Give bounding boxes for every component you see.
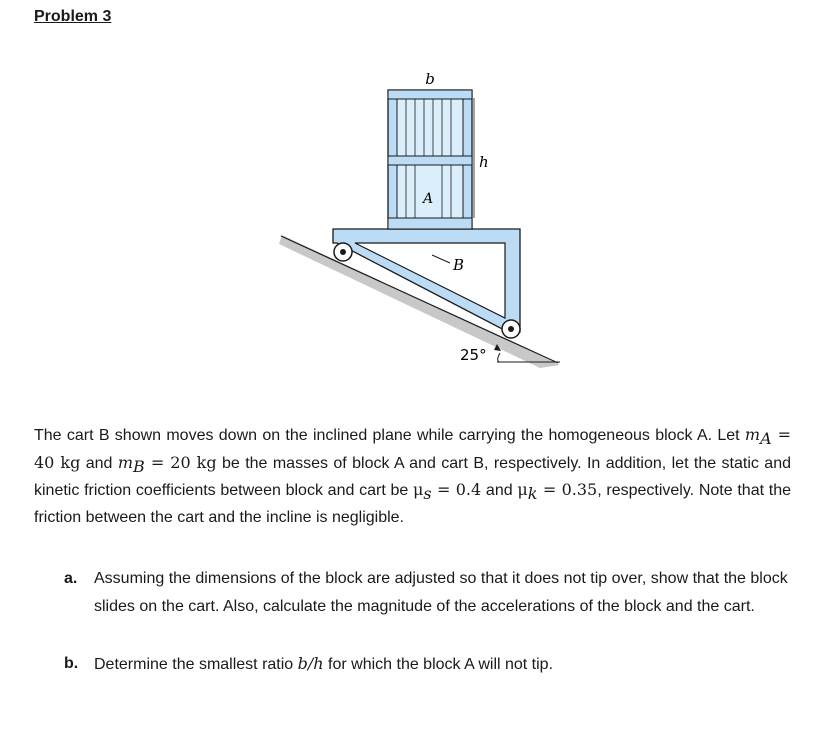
question-b xyxy=(64,650,792,679)
statement-text: be the masses of block A and cart B, respectively. In addition, let the static and kinetic friction coefficients between block and cart be xyxy=(34,454,791,500)
question-a xyxy=(64,565,792,621)
cart-wheel-upper-hub xyxy=(340,249,346,255)
problem-statement xyxy=(34,423,791,530)
mass-a-symbol: m xyxy=(744,425,761,444)
label-b-dimension: b xyxy=(425,70,435,88)
mu-static-symbol: μ xyxy=(413,480,424,500)
mu-kinetic-subscript: k xyxy=(527,484,538,504)
mu-static-subscript: s xyxy=(423,484,432,504)
label-angle: 25° xyxy=(460,346,487,364)
question-a-text: Assuming the dimensions of the block are adjusted so that it does not tip over, show that the block slides on the cart. Also, calculate the magnitude of the accelerations of the block and the cart. xyxy=(94,570,788,615)
label-block-a: A xyxy=(423,191,434,207)
statement-text: and xyxy=(80,454,118,472)
label-h-dimension: h xyxy=(479,153,489,171)
ratio-b-over-h: b/h xyxy=(297,654,324,673)
mu-kinetic-symbol: μ xyxy=(517,480,528,500)
mu-kinetic-value: = 0.35 xyxy=(537,480,598,500)
block-a xyxy=(388,90,472,229)
mass-b-symbol: m xyxy=(117,452,134,472)
statement-text: , respectively. Note that the friction between the cart and the incline is negligible. xyxy=(34,482,792,527)
statement-text: and xyxy=(481,482,518,500)
mass-a-value: = 40 kg xyxy=(34,425,792,472)
mass-a-subscript: A xyxy=(760,429,772,449)
mass-b-subscript: B xyxy=(133,456,145,476)
angle-arc xyxy=(498,353,500,362)
problem-title: Problem 3 xyxy=(34,8,112,25)
question-b-text-part: for which the block A will not tip. xyxy=(323,656,554,673)
question-b-label: b. xyxy=(64,655,79,672)
question-b-text-part: Determine the smallest ratio xyxy=(94,656,298,673)
label-cart-b: B xyxy=(453,256,465,274)
mu-static-value: = 0.4 xyxy=(431,480,482,500)
question-a-label: a. xyxy=(64,570,78,587)
cart-wheel-lower-hub xyxy=(508,326,514,332)
figure-cart-block-incline xyxy=(270,60,570,380)
statement-text: The cart B shown moves down on the inclined plane while carrying the homogeneous block A. Let xyxy=(34,427,745,444)
mass-b-value: = 20 kg xyxy=(144,452,217,472)
question-b-text xyxy=(94,650,792,679)
